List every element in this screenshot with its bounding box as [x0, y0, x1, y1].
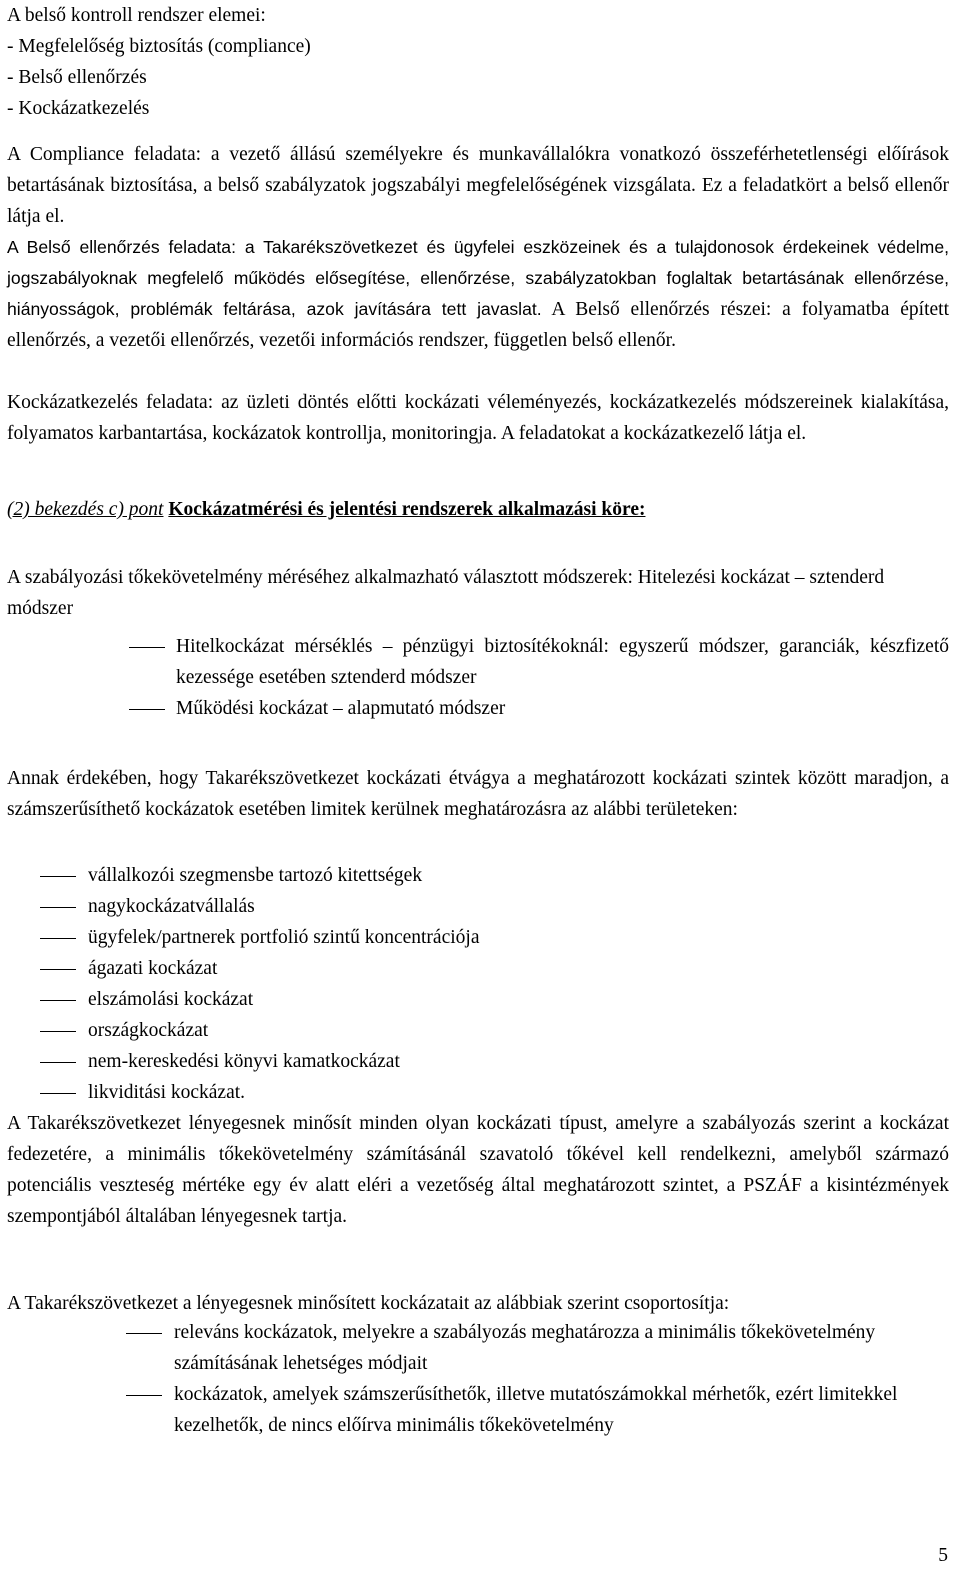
- intro-item-compliance: - Megfelelőség biztosítás (compliance): [7, 36, 311, 57]
- grouping-list: [174, 1317, 949, 1441]
- material-risks-paragraph: A Takarékszövetkezet lényegesnek minősít minden olyan kockázati típust, amelyre a szabályozás szerint a kockázat fedezetére, a minimális tőkekövetelmény számításánál szavatoló tőkével kell rendelkezni, amelyből származó potenciális veszteség mértéke egy év alatt eléri a vezetőség által meghatározott szintet, a PSZÁF a kisintézmények szempontjából általában lényegesnek tartja.: [7, 1113, 949, 1227]
- intro-item-internal-audit: - Belső ellenőrzés: [7, 67, 147, 88]
- list-item: ügyfelek/partnerek portfolió szintű koncentrációja: [88, 922, 948, 953]
- compliance-paragraph: A Compliance feladata: a vezető állású személyekre és munkavállalókra vonatkozó összeférhetetlenségi előírások betartásának biztosítása, a belső szabályzatok jogszabályi megfelelőségének vizsgálata. Ez a feladatkört a belső ellenőr látja el.: [7, 144, 949, 227]
- methods-paragraph: A szabályozási tőkekövetelmény méréséhez alkalmazható választott módszerek: Hitelezési kockázat – sztenderd módszer: [7, 567, 885, 619]
- section-title: Kockázatmérési és jelentési rendszerek alkalmazási köre:: [168, 499, 646, 520]
- list-item: elszámolási kockázat: [88, 984, 948, 1015]
- methods-list: [176, 631, 949, 724]
- intro-block: [7, 0, 949, 124]
- list-item: ágazati kockázat: [88, 953, 948, 984]
- internal-audit-part2: A Belső ellenőrzés részei: a folyamatba épített ellenőrzés, a vezetői ellenőrzés, vezetői információs rendszer, független belső ellenőr.: [7, 299, 949, 351]
- list-item: nagykockázatvállalás: [88, 891, 948, 922]
- list-item: releváns kockázatok, melyekre a szabályozás meghatározza a minimális tőkekövetelmény számításának lehetséges módjait: [174, 1317, 949, 1379]
- list-item: Hitelkockázat mérséklés – pénzügyi biztosítékoknál: egyszerű módszer, garanciák, készfizető kezessége esetében sztenderd módszer: [176, 631, 949, 693]
- grouping-paragraph: A Takarékszövetkezet a lényegesnek minősített kockázatait az alábbiak szerint csoportosítja:: [7, 1293, 730, 1314]
- list-item: kockázatok, amelyek számszerűsíthetők, illetve mutatószámokkal mérhetők, ezért limitekkel kezelhetők, de nincs előírva minimális tőkekövetelmény: [174, 1379, 949, 1441]
- list-item: országkockázat: [88, 1015, 948, 1046]
- section-heading: [7, 494, 949, 525]
- risk-management-paragraph: Kockázatkezelés feladata: az üzleti döntés előtti kockázati véleményezés, kockázatkezelés módszereinek kialakítása, folyamatos karbantartása, kockázatok kontrollja, monitoringja. A feladatokat a kockázatkezelő látja el.: [7, 392, 949, 444]
- list-item: nem-kereskedési könyvi kamatkockázat: [88, 1046, 948, 1077]
- intro-item-risk-management: - Kockázatkezelés: [7, 98, 150, 119]
- section-reference: (2) bekezdés c) pont: [7, 499, 164, 520]
- limits-list: [88, 860, 948, 1108]
- page-number: 5: [938, 1545, 948, 1566]
- list-item: Működési kockázat – alapmutató módszer: [176, 693, 949, 724]
- list-item: likviditási kockázat.: [88, 1077, 948, 1108]
- list-item: vállalkozói szegmensbe tartozó kitettségek: [88, 860, 948, 891]
- limits-paragraph: Annak érdekében, hogy Takarékszövetkezet kockázati étvágya a meghatározott kockázati szintek között maradjon, a számszerűsíthető kockázatok esetében limitek kerülnek meghatározásra az alábbi területeken:: [7, 768, 949, 820]
- internal-audit-part1: A Belső ellenőrzés feladata: a Takarékszövetkezet és ügyfelei eszközeinek és a tulajdonosok érdekeinek védelme, jogszabályoknak megfelelő működés elősegítése, ellenőrzése, szabályzatokban foglaltak betartásának ellenőrzése, hiányosságok, problémák feltárása, azok javítására tett javaslat.: [7, 237, 949, 319]
- internal-audit-paragraph: [7, 232, 949, 356]
- intro-heading: A belső kontroll rendszer elemei:: [7, 5, 266, 26]
